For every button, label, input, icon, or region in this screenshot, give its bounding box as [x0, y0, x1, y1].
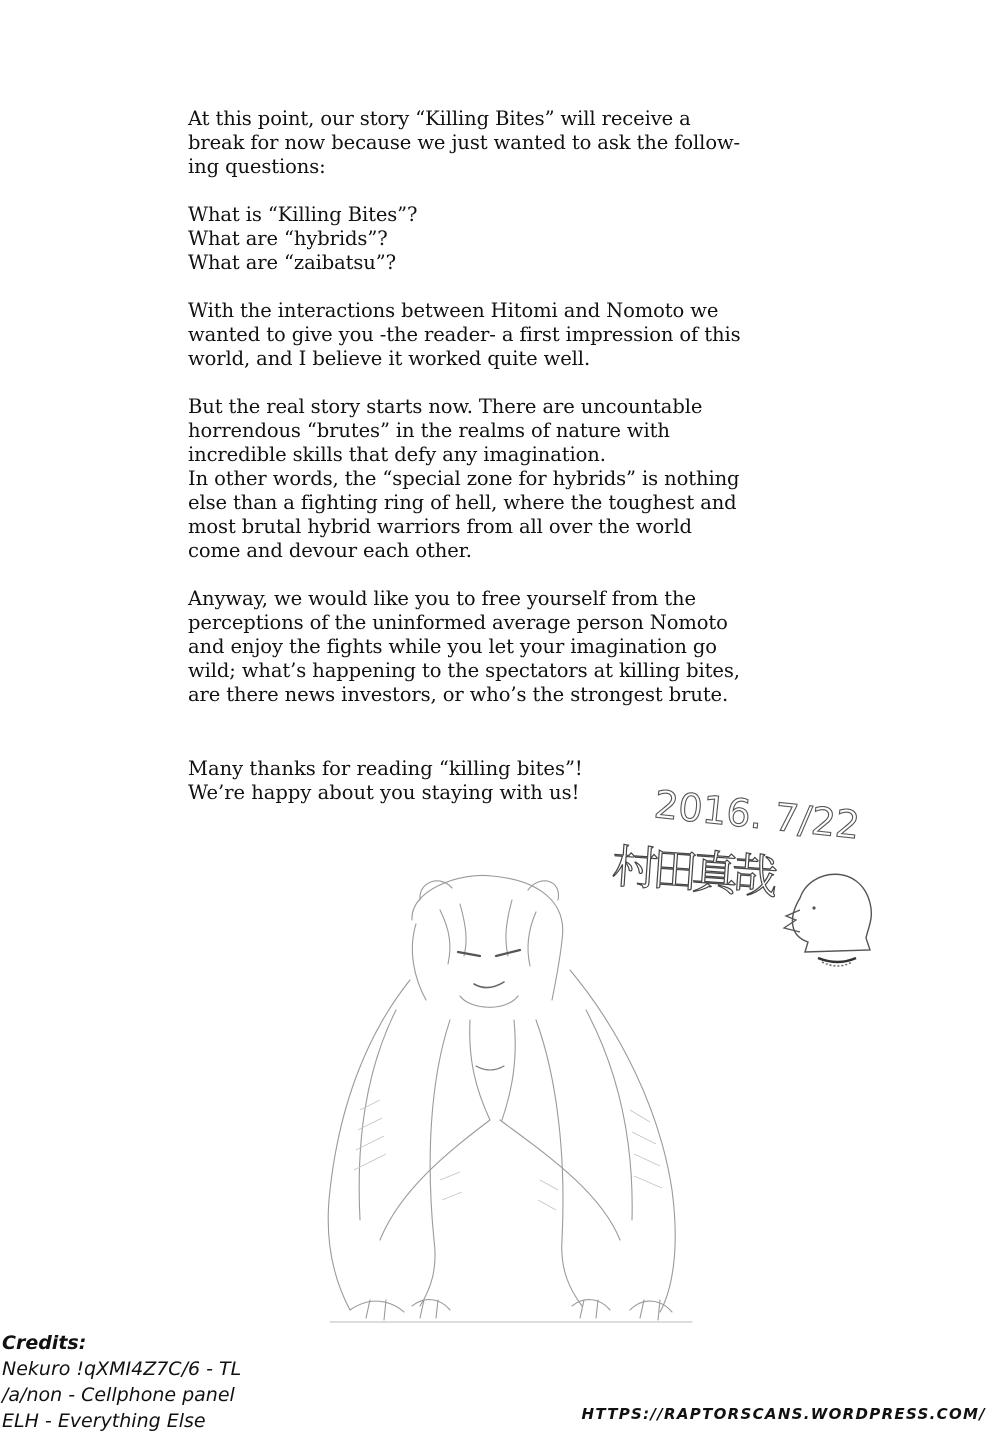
text-line: What is “Killing Bites”?: [188, 203, 418, 226]
pencil-sketch-illustration: [300, 860, 720, 1330]
text-line: But the real story starts now. There are uncountable: [188, 395, 703, 418]
text-line: Many thanks for reading “killing bites”!: [188, 757, 583, 780]
text-line: incredible skills that defy any imagination.: [188, 443, 606, 466]
paragraph-anyway: [188, 587, 788, 707]
credits-block: [2, 1330, 241, 1434]
text-line: At this point, our story “Killing Bites” will receive a: [188, 107, 691, 130]
text-line: most brutal hybrid warriors from all over the world: [188, 515, 692, 538]
svg-text:2016. 7/22: 2016. 7/22: [652, 782, 862, 848]
paragraph-intro: [188, 107, 788, 179]
credit-entry: /a/non - Cellphone panel: [2, 1384, 235, 1406]
paragraph-interactions: [188, 299, 788, 371]
text-line: wild; what’s happening to the spectators at killing bites,: [188, 659, 740, 682]
credit-entry: ELH - Everything Else: [2, 1410, 206, 1432]
doodle-head-illustration: [770, 858, 890, 988]
text-line: and enjoy the fights while you let your imagination go: [188, 635, 717, 658]
scanlation-url[interactable]: HTTPS://RAPTORSCANS.WORDPRESS.COM/: [581, 1405, 986, 1423]
text-line: Anyway, we would like you to free yourself from the: [188, 587, 696, 610]
text-line: come and devour each other.: [188, 539, 472, 562]
text-line: horrendous “brutes” in the realms of nature with: [188, 419, 670, 442]
text-line: In other words, the “special zone for hybrids” is nothing: [188, 467, 740, 490]
paragraph-questions: [188, 203, 788, 275]
paragraph-real-story: [188, 395, 788, 563]
text-line: break for now because we just wanted to ask the follow-: [188, 131, 741, 154]
text-line: wanted to give you -the reader- a first impression of this: [188, 323, 741, 346]
text-line: We’re happy about you staying with us!: [188, 781, 580, 804]
credit-entry: Nekuro !qXMI4Z7C/6 - TL: [2, 1358, 242, 1380]
credits-heading: Credits:: [2, 1332, 87, 1354]
afterword-text: [188, 107, 788, 731]
text-line: What are “zaibatsu”?: [188, 251, 396, 274]
text-line: With the interactions between Hitomi and Nomoto we: [188, 299, 719, 322]
text-line: are there news investors, or who’s the strongest brute.: [188, 683, 729, 706]
text-line: ing questions:: [188, 155, 326, 178]
text-line: world, and I believe it worked quite well.: [188, 347, 591, 370]
text-line: else than a fighting ring of hell, where the toughest and: [188, 491, 737, 514]
text-line: What are “hybrids”?: [188, 227, 388, 250]
svg-text:村田真哉: 村田真哉: [610, 839, 774, 905]
text-line: perceptions of the uninformed average person Nomoto: [188, 611, 728, 634]
